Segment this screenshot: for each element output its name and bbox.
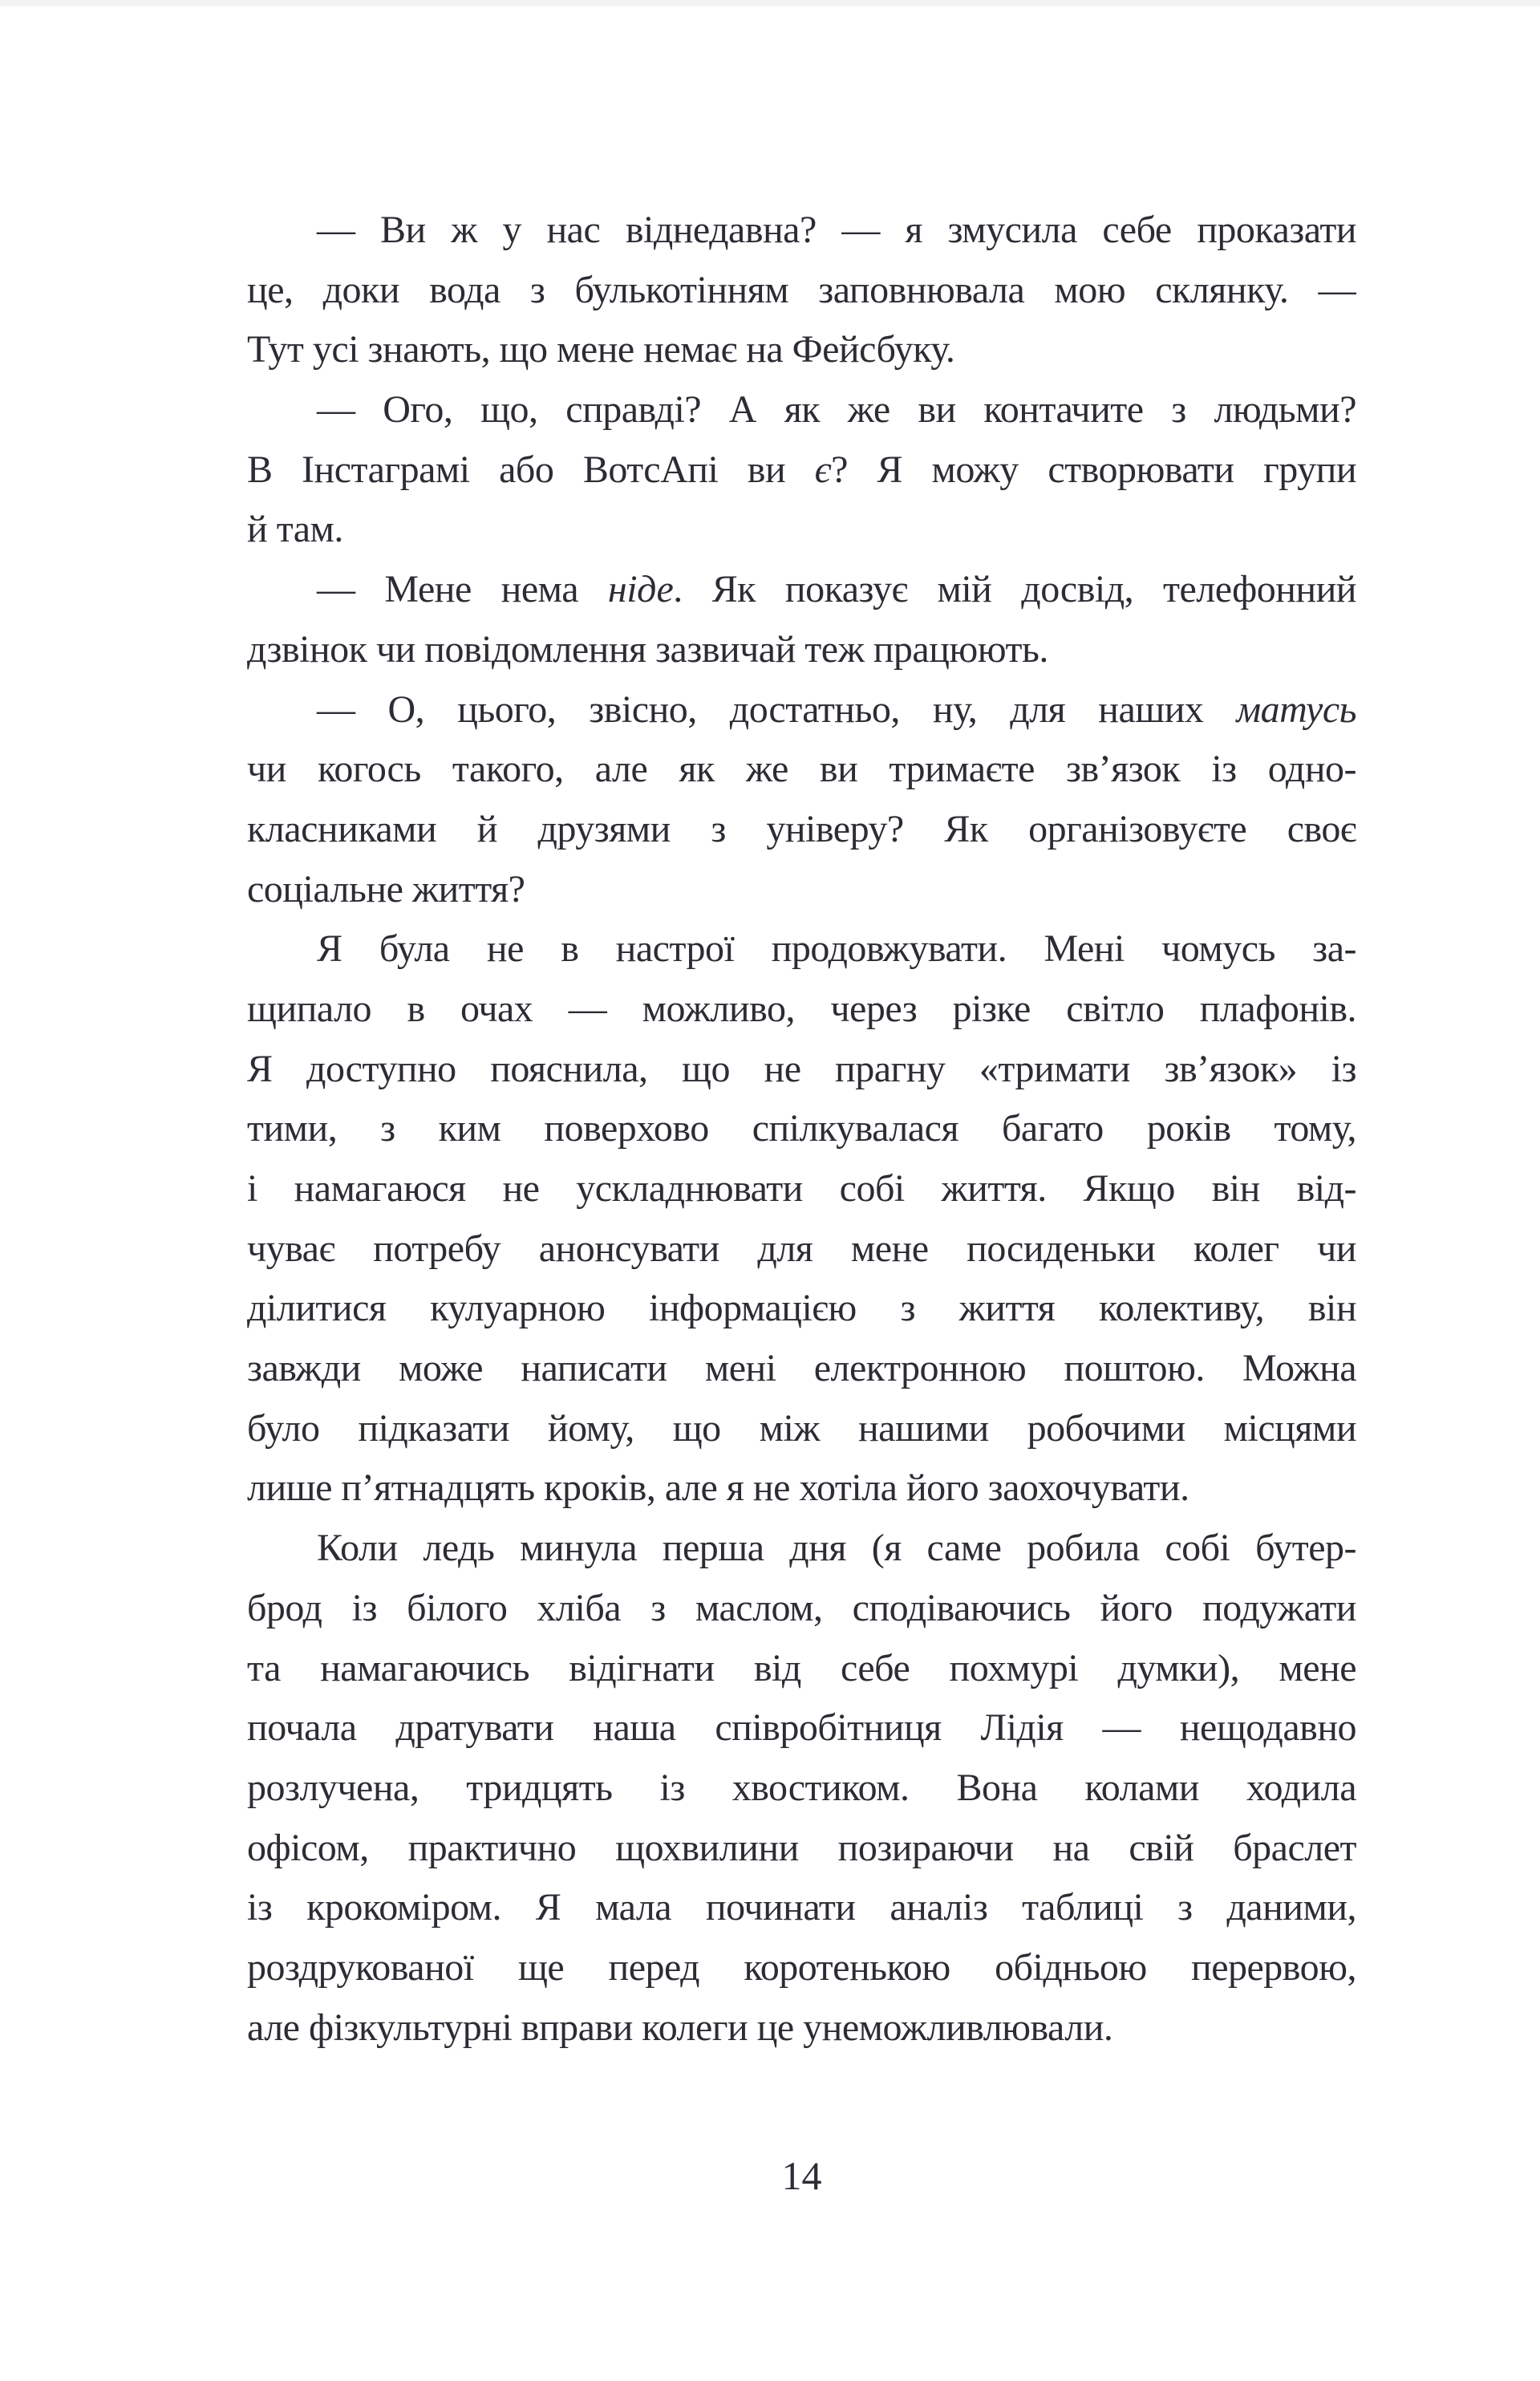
text-line: дзвінок чи повідомлення зазвичай теж працюють.: [247, 627, 1048, 671]
text-line: та намагаючись відігнати від себе похмурі думки), мене: [247, 1646, 1356, 1689]
text-line: й там.: [247, 508, 343, 551]
text-line: Тут усі знають, що мене немає на Фейсбуку.: [247, 328, 955, 371]
text-line: із крокоміром. Я мала починати аналіз таблиці з даними,: [247, 1886, 1356, 1929]
text-line: ділитися кулуарною інформацією з життя колективу, він: [247, 1287, 1356, 1330]
text-line: завжди може написати мені електронною поштою. Можна: [247, 1347, 1356, 1390]
text-line: лише п’ятнадцять кроків, але я не хотіла його заохочувати.: [247, 1466, 1189, 1510]
text-line: класниками й друзями з універу? Як організовуєте своє: [247, 807, 1356, 850]
text-line: це, доки вода з булькотінням заповнювала мою склянку. —: [247, 268, 1356, 311]
page-top-edge: [0, 0, 1540, 6]
text-line: Коли ледь минула перша дня (я саме робила собі бутер-: [317, 1527, 1356, 1570]
text-line: щипало в очах — можливо, через різке світло плафонів.: [247, 987, 1356, 1030]
text-line: Я доступно пояснила, що не прагну «тримати зв’язок» із: [247, 1047, 1356, 1090]
text-line: розлучена, тридцять із хвостиком. Вона колами ходила: [247, 1766, 1356, 1809]
text-line: роздрукованої ще перед коротенькою обідньою перервою,: [247, 1945, 1356, 1989]
page-number: 14: [781, 2153, 822, 2198]
text-line: брод із білого хліба з маслом, сподіваючись його подужати: [247, 1586, 1356, 1629]
text-line: соціальне життя?: [247, 867, 525, 911]
text-line: тими, з ким поверхово спілкувалася багато років тому,: [247, 1107, 1356, 1150]
text-line: — Ого, що, справді? А як же ви контачите з людьми?: [317, 388, 1356, 432]
text-line: Я була не в настрої продовжувати. Мені чомусь за-: [317, 927, 1356, 971]
text-line: — Мене нема ніде. Як показує мій досвід, телефонний: [317, 568, 1356, 611]
text-line: офісом, практично щохвилини позираючи на свій браслет: [247, 1826, 1356, 1869]
text-line: чи когось такого, але як же ви тримаєте зв’язок із одно-: [247, 748, 1356, 791]
text-line: — Ви ж у нас віднедавна? — я змусила себе проказати: [317, 209, 1356, 251]
text-line: В Інстаграмі або ВотсАпі ви є? Я можу створювати групи: [247, 448, 1356, 491]
text-line: і намагаюся не ускладнювати собі життя. Якщо він від-: [247, 1167, 1356, 1210]
text-line: чуває потребу анонсувати для мене посиденьки колег чи: [247, 1227, 1356, 1270]
text-line: було підказати йому, що між нашими робочими місцями: [247, 1406, 1356, 1450]
text-line: — О, цього, звісно, достатньо, ну, для наших матусь: [317, 688, 1356, 731]
text-line: але фізкультурні вправи колеги це унеможливлювали.: [247, 2006, 1113, 2049]
text-block: [247, 201, 1356, 2058]
text-line: почала дратувати наша співробітниця Лідія — нещодавно: [247, 1706, 1356, 1750]
